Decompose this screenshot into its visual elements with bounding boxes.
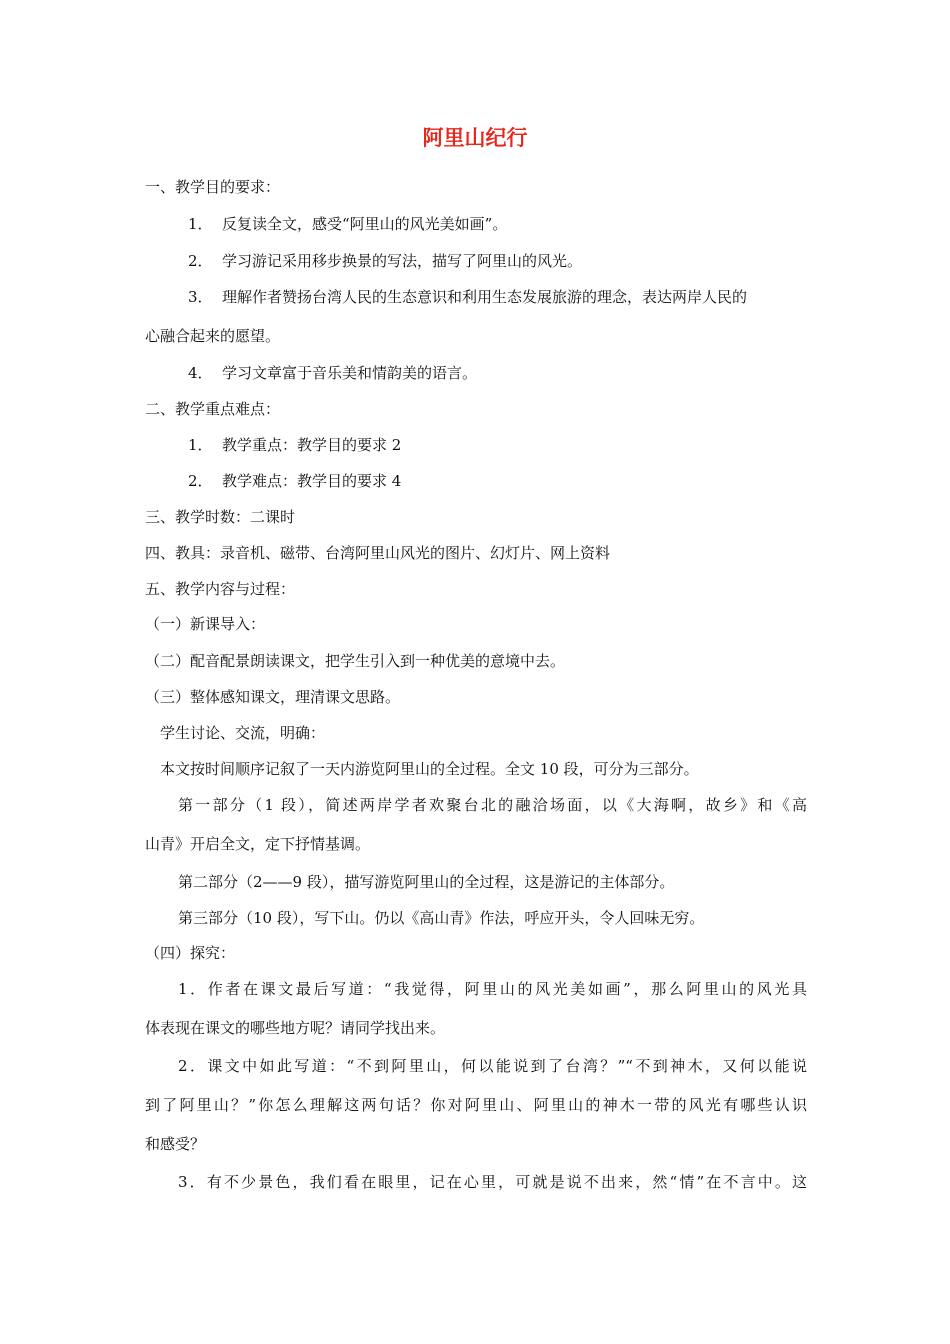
item-number: 2． bbox=[188, 472, 213, 490]
section-2-heading: 二、教学重点难点： bbox=[145, 400, 281, 418]
subsection-2: （二）配音配景朗读课文，把学生引入到一种优美的意境中去。 bbox=[145, 652, 566, 670]
objective-item-3 bbox=[188, 287, 807, 307]
key-point-item-1 bbox=[188, 435, 401, 455]
discussion-line: 学生讨论、交流，明确： bbox=[160, 724, 326, 742]
item-text: 学习文章富于音乐美和情韵美的语言。 bbox=[222, 364, 478, 382]
key-point-item-2 bbox=[188, 471, 401, 491]
subsection-4: （四）探究： bbox=[145, 944, 236, 962]
document-title: 阿里山纪行 bbox=[422, 126, 528, 150]
question-2-line-2: 到了阿里山？”你怎么理解这两句话？你对阿里山、阿里山的神木一带的风光有哪些认识 bbox=[145, 1096, 807, 1114]
item-number: 4． bbox=[188, 364, 213, 382]
question-2-line-1: 2．课文中如此写道：“不到阿里山，何以能说到了台湾？”“不到神木，又何以能说 bbox=[178, 1057, 807, 1075]
question-3-line-1: 3．有不少景色，我们看在眼里，记在心里，可就是说不出来，然“情”在不言中。这 bbox=[178, 1173, 807, 1191]
subsection-3: （三）整体感知课文，理清课文思路。 bbox=[145, 688, 401, 706]
item-text: 理解作者赞扬台湾人民的生态意识和利用生态发展旅游的理念，表达两岸人民的 bbox=[222, 288, 748, 306]
item-text: 学习游记采用移步换景的写法，描写了阿里山的风光。 bbox=[222, 252, 583, 270]
item-number: 1． bbox=[188, 215, 213, 233]
question-1-line-2: 体表现在课文的哪些地方呢？请同学找出来。 bbox=[145, 1019, 446, 1037]
section-4-line: 四、教具：录音机、磁带、台湾阿里山风光的图片、幻灯片、网上资料 bbox=[145, 544, 611, 562]
question-2-line-3: 和感受？ bbox=[145, 1135, 206, 1153]
item-number: 2． bbox=[188, 252, 213, 270]
item-number: 1． bbox=[188, 436, 213, 454]
item-text: 反复读全文，感受“阿里山的风光美如画”。 bbox=[222, 215, 508, 233]
objective-item-4 bbox=[188, 363, 477, 383]
part-3-line: 第三部分（10 段），写下山。仍以《高山青》作法，呼应开头，令人回味无穷。 bbox=[178, 909, 705, 927]
objective-item-1 bbox=[188, 214, 507, 234]
summary-line: 本文按时间顺序记叙了一天内游览阿里山的全过程。全文 10 段，可分为三部分。 bbox=[160, 760, 699, 778]
question-1-line-1: 1．作者在课文最后写道：“我觉得，阿里山的风光美如画”，那么阿里山的风光具 bbox=[178, 980, 807, 998]
subsection-1: （一）新课导入： bbox=[145, 615, 266, 633]
section-3-line: 三、教学时数：二课时 bbox=[145, 508, 296, 526]
part-1-line-2: 山青》开启全文，定下抒情基调。 bbox=[145, 835, 371, 853]
part-1-line-1: 第一部分（1 段），简述两岸学者欢聚台北的融洽场面，以《大海啊，故乡》和《高 bbox=[178, 796, 807, 814]
item-number: 3． bbox=[188, 288, 213, 306]
part-2-line: 第二部分（2——9 段），描写游览阿里山的全过程，这是游记的主体部分。 bbox=[178, 873, 675, 891]
item-text: 教学难点：教学目的要求 4 bbox=[222, 472, 402, 490]
objective-item-2 bbox=[188, 251, 582, 271]
section-5-heading: 五、教学内容与过程： bbox=[145, 580, 296, 598]
item-text: 教学重点：教学目的要求 2 bbox=[222, 436, 402, 454]
section-1-heading: 一、教学目的要求： bbox=[145, 178, 281, 196]
objective-item-3-continued: 心融合起来的愿望。 bbox=[145, 327, 281, 345]
